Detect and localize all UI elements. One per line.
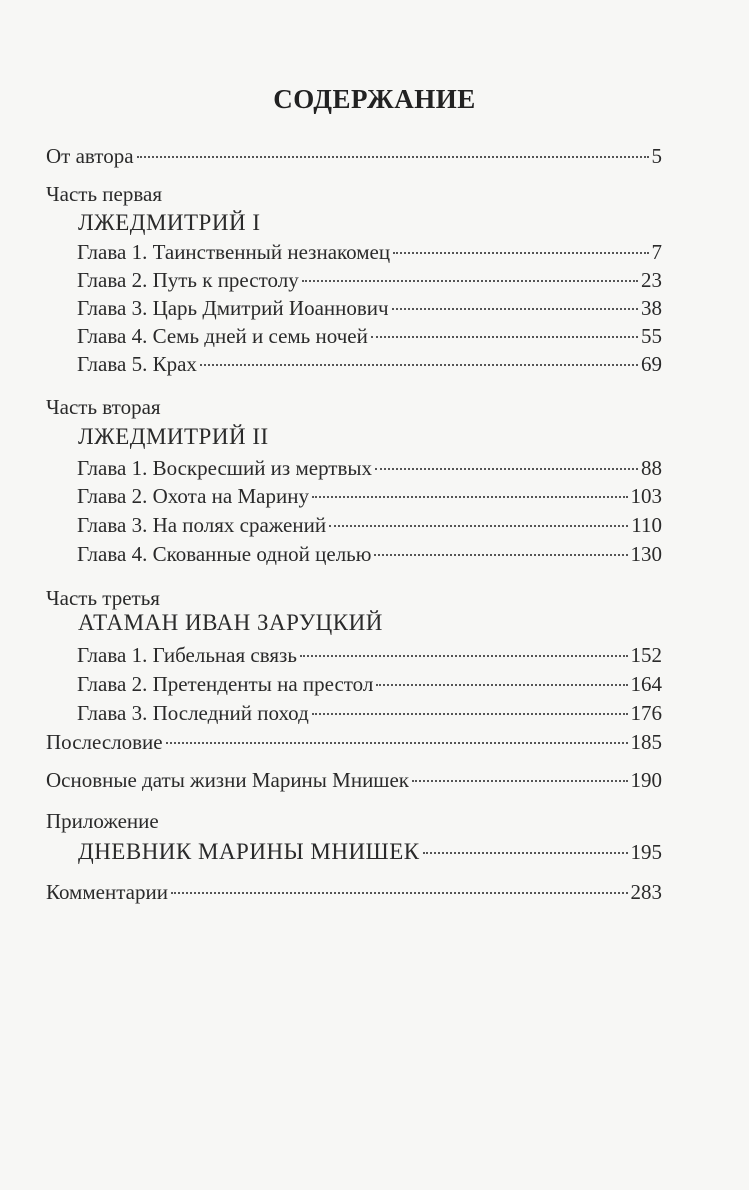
toc-entry[interactable] [77,482,662,510]
toc-entry-label: Послесловие [46,730,163,754]
toc-page-number: 5 [651,144,662,168]
leader-dots [393,252,648,254]
toc-page-number: 7 [651,240,662,264]
toc-page-number: 110 [631,513,662,537]
toc-entry-label: Глава 1. Таинственный незнакомец [77,240,391,264]
page-title: СОДЕРЖАНИЕ [273,84,476,114]
toc-page-number: 55 [641,324,662,348]
toc-entry-label: Глава 2. Путь к престолу [77,268,299,292]
toc-page-number: 38 [641,296,662,320]
toc-page-number: 185 [630,730,662,754]
toc-entry[interactable] [77,699,662,727]
part-label: Часть третья [46,586,160,610]
toc-entry-label: Глава 3. Последний поход [77,701,309,725]
toc-entry[interactable] [77,454,662,482]
toc-entry-label: Глава 4. Скованные одной целью [77,542,372,566]
toc-entry-comments[interactable] [46,878,662,906]
leader-dots [171,892,628,894]
toc-entry-label: Глава 2. Претенденты на престол [77,672,374,696]
toc-entry[interactable] [77,294,662,322]
toc-entry[interactable] [77,540,662,568]
toc-page-number: 176 [630,701,662,725]
toc-entry[interactable] [77,350,662,378]
toc-page-number: 195 [630,840,662,864]
toc-entry-label: От автора [46,144,134,168]
toc-entry-label: ДНЕВНИК МАРИНЫ МНИШЕК [78,839,420,864]
leader-dots [137,156,649,158]
leader-dots [374,554,627,556]
toc-page-number: 88 [641,456,662,480]
toc-entry[interactable] [77,670,662,698]
toc-page-number: 69 [641,352,662,376]
toc-entry-label: Основные даты жизни Марины Мнишек [46,768,409,792]
leader-dots [300,655,628,657]
leader-dots [302,280,638,282]
toc-page-number: 152 [630,643,662,667]
toc-page-number: 103 [630,484,662,508]
appendix-label: Приложение [46,809,159,833]
toc-entry[interactable] [77,266,662,294]
leader-dots [166,742,628,744]
leader-dots [200,364,638,366]
part-label: Часть первая [46,182,162,206]
toc-entry-label: Глава 4. Семь дней и семь ночей [77,324,368,348]
toc-page-number: 130 [630,542,662,566]
part-title[interactable]: ЛЖЕДМИТРИЙ II [78,424,269,449]
leader-dots [376,684,627,686]
toc-entry-intro[interactable] [46,142,662,170]
toc-page-number: 190 [630,768,662,792]
leader-dots [412,780,628,782]
toc-entry-appendix[interactable] [78,838,662,866]
toc-entry-afterword[interactable] [46,728,662,756]
toc-entry[interactable] [77,511,662,539]
toc-page-number: 164 [630,672,662,696]
toc-entry-label: Глава 3. Царь Дмитрий Иоаннович [77,296,389,320]
toc-entry-label: Глава 1. Воскресший из мертвых [77,456,373,480]
leader-dots [329,525,628,527]
leader-dots [312,713,628,715]
leader-dots [392,308,638,310]
leader-dots [371,336,638,338]
toc-entry-label: Глава 3. На полях сражений [77,513,327,537]
part-title[interactable]: АТАМАН ИВАН ЗАРУЦКИЙ [78,610,383,635]
toc-entry[interactable] [77,322,662,350]
toc-page-number: 283 [630,880,662,904]
part-label: Часть вторая [46,395,161,419]
toc-page-number: 23 [641,268,662,292]
toc-entry-dates[interactable] [46,766,662,794]
toc-entry[interactable] [77,238,662,266]
toc-entry-label: Глава 1. Гибельная связь [77,643,297,667]
leader-dots [312,496,628,498]
toc-entry-label: Комментарии [46,880,168,904]
leader-dots [375,468,638,470]
toc-entry-label: Глава 5. Крах [77,352,197,376]
toc-entry[interactable] [77,641,662,669]
toc-entry-label: Глава 2. Охота на Марину [77,484,309,508]
leader-dots [423,852,628,854]
part-title[interactable]: ЛЖЕДМИТРИЙ I [78,210,261,235]
